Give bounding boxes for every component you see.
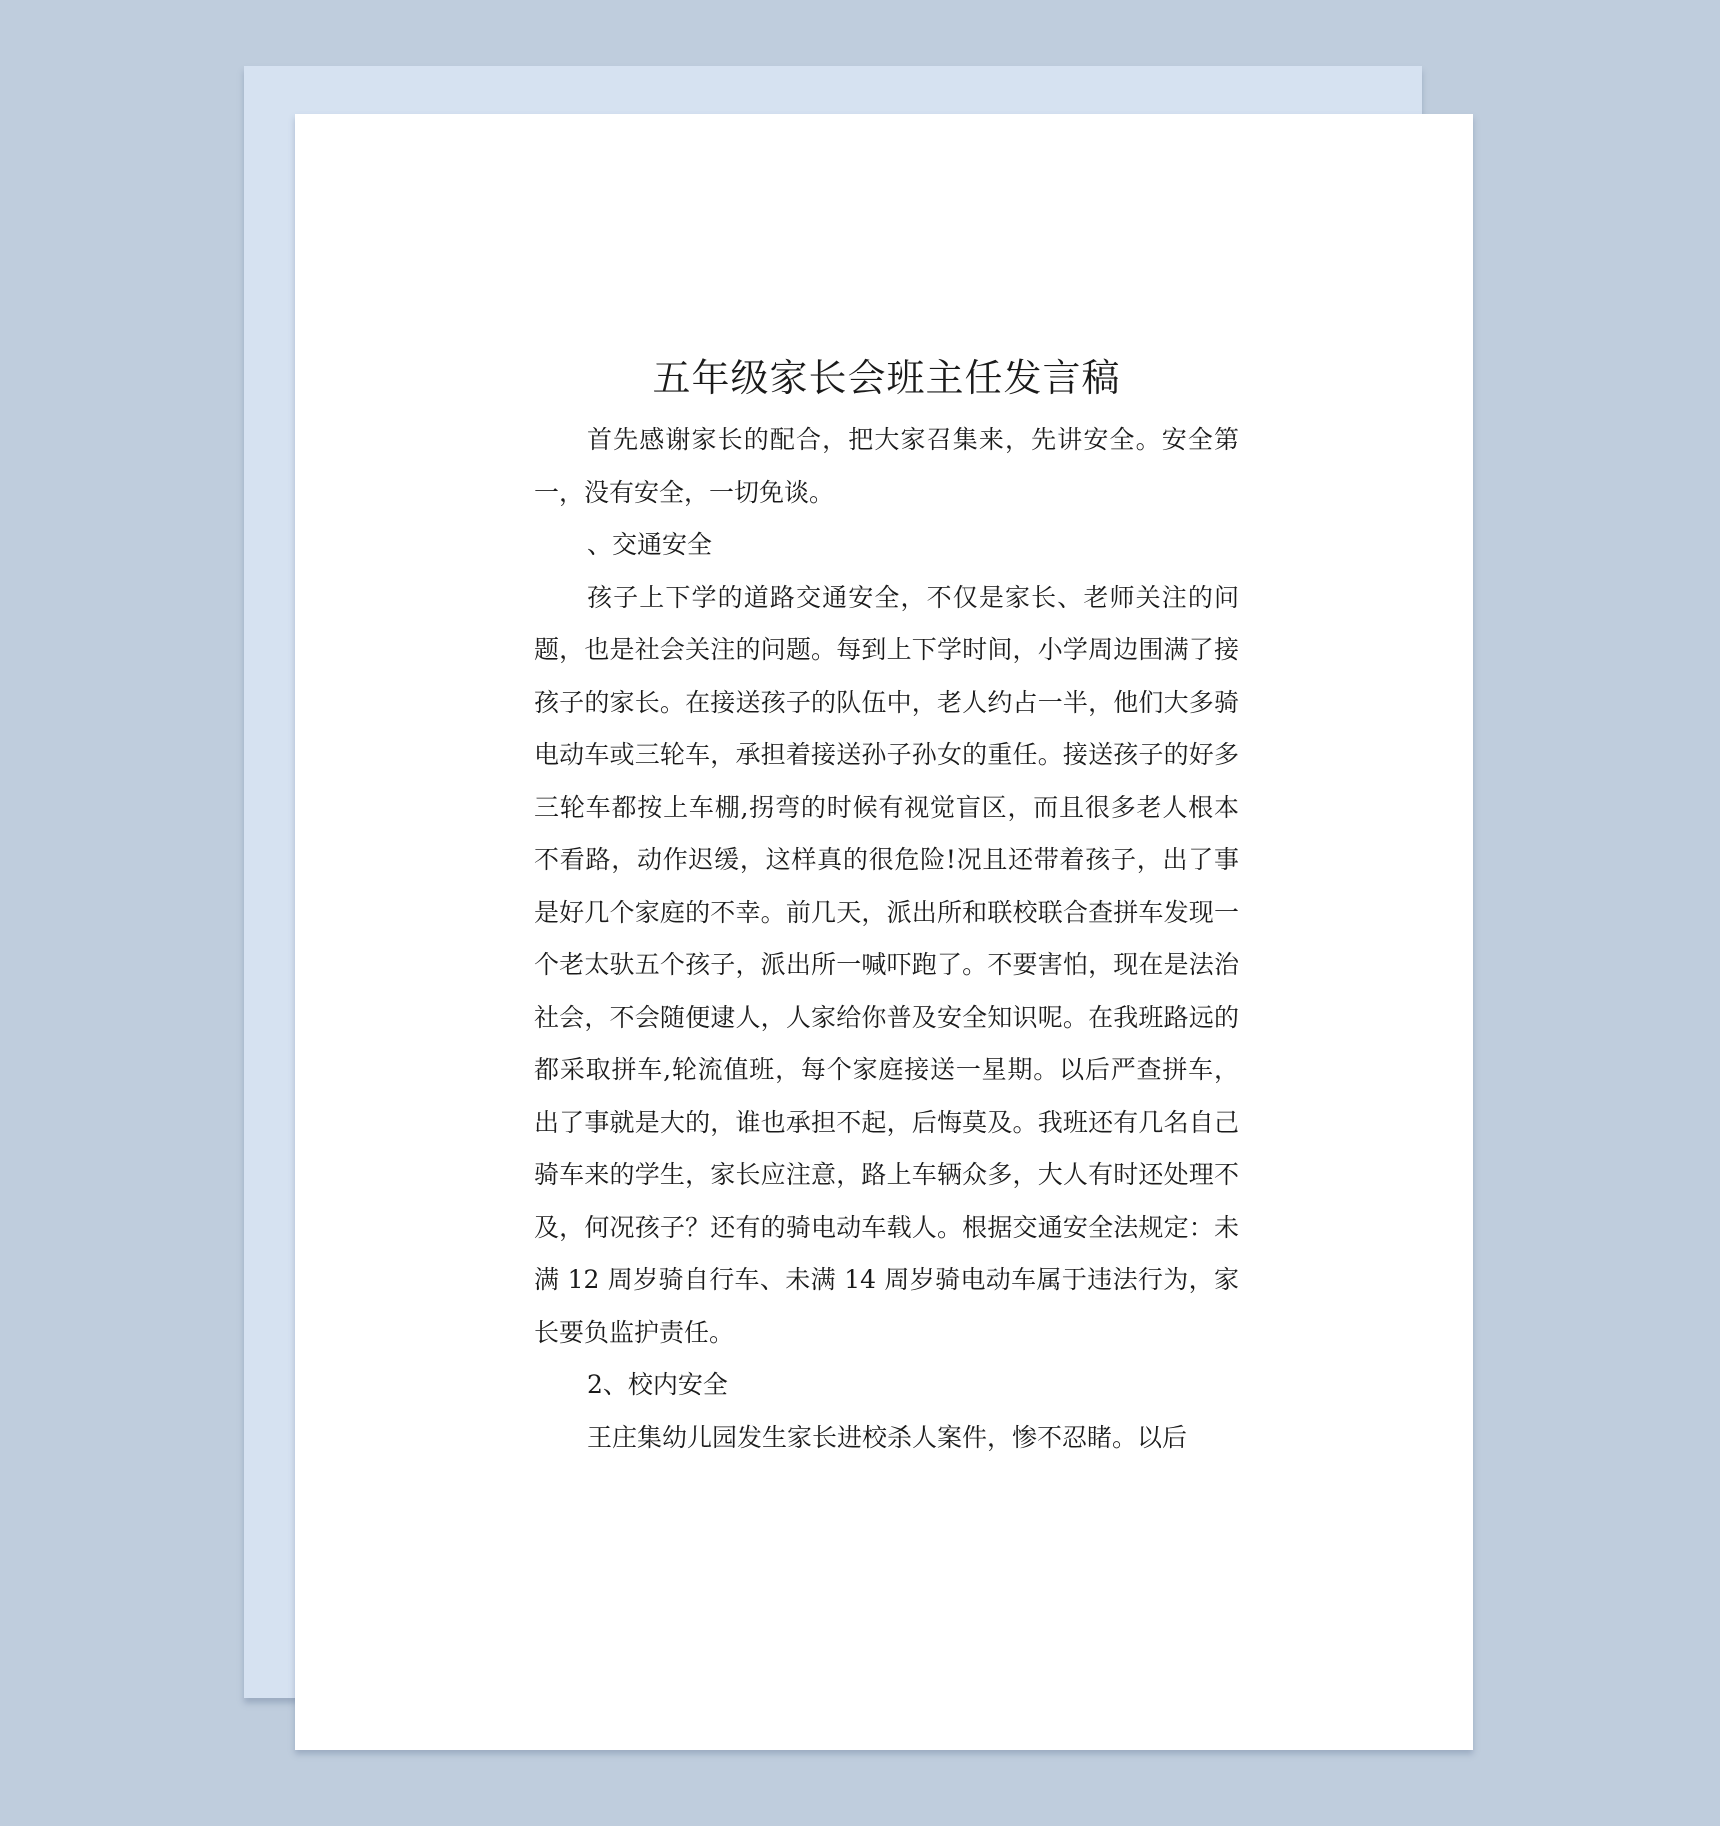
traffic-safety-paragraph: 孩子上下学的道路交通安全，不仅是家长、老师关注的问题，也是社会关注的问题。每到上下学时间，小学周边围满了接孩子的家长。在接送孩子的队伍中，老人约占一半，他们大多骑电动车或三轮车，承担着接送孙子孙女的重任。接送孩子的好多三轮车都按上车棚,拐弯的时候有视觉盲区，而且很多老人根本不看路，动作迟缓，这样真的很危险!况且还带着孩子，出了事是好几个家庭的不幸。前几天，派出所和联校联合查拼车发现一个老太驮五个孩子，派出所一喊吓跑了。不要害怕，现在是法治社会，不会随便逮人，人家给你普及安全知识呢。在我班路远的都采取拼车,轮流值班，每个家庭接送一星期。以后严查拼车，出了事就是大的，谁也承担不起，后悔莫及。我班还有几名自己骑车来的学生，家长应注意，路上车辆众多，大人有时还处理不及，何况孩子？还有的骑电动车载人。根据交通安全法规定：未满 12 周岁骑自行车、未满 14 周岁骑电动车属于违法行为，家长要负监护责任。: [534, 582, 1239, 1347]
section-heading-campus-safety: 2、校内安全: [587, 1370, 728, 1399]
campus-safety-paragraph: 王庄集幼儿园发生家长进校杀人案件，惨不忍睹。以后: [587, 1422, 1188, 1452]
document-title: 五年级家长会班主任发言稿: [652, 356, 1121, 400]
document-page: [295, 114, 1473, 1750]
intro-paragraph: 首先感谢家长的配合，把大家召集来，先讲安全。安全第一，没有安全，一切免谈。: [534, 425, 1239, 507]
document-content: [534, 348, 1239, 1464]
section-heading-traffic-safety: 、交通安全: [587, 530, 713, 559]
